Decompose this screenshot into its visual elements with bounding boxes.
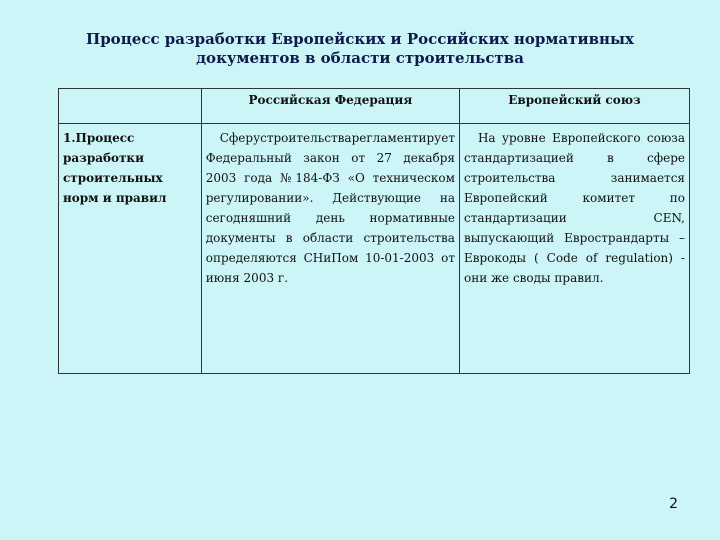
europe-cell: На уровне Европейского союза стандартизацией в сфере строительства занимается Европейский комитет по стандартизации CEN, выпускающий Евространдарты – Еврокоды ( Code of regulation) - они же своды правил. xyxy=(459,124,689,374)
header-empty-cell xyxy=(59,89,202,124)
comparison-table xyxy=(58,88,690,374)
header-russia: Российская Федерация xyxy=(201,89,459,124)
slide-title: Процесс разработки Европейских и Российских нормативных документов в области строительства xyxy=(86,30,634,67)
table-row xyxy=(59,124,690,374)
header-europe: Европейский союз xyxy=(459,89,689,124)
page-number: 2 xyxy=(669,496,678,512)
russia-cell: Сферустроительстварегламентирует Федеральный закон от 27 декабря 2003 года №184-ФЗ «О техническом регулировании». Действующие на сегодняшний день нормативные документы в области строительства определяются СНиПом 10-01-2003 от июня 2003 г. xyxy=(201,124,459,374)
table-header-row xyxy=(59,89,690,124)
row-label: 1.Процесс разработки строительных норм и правил xyxy=(59,124,202,374)
